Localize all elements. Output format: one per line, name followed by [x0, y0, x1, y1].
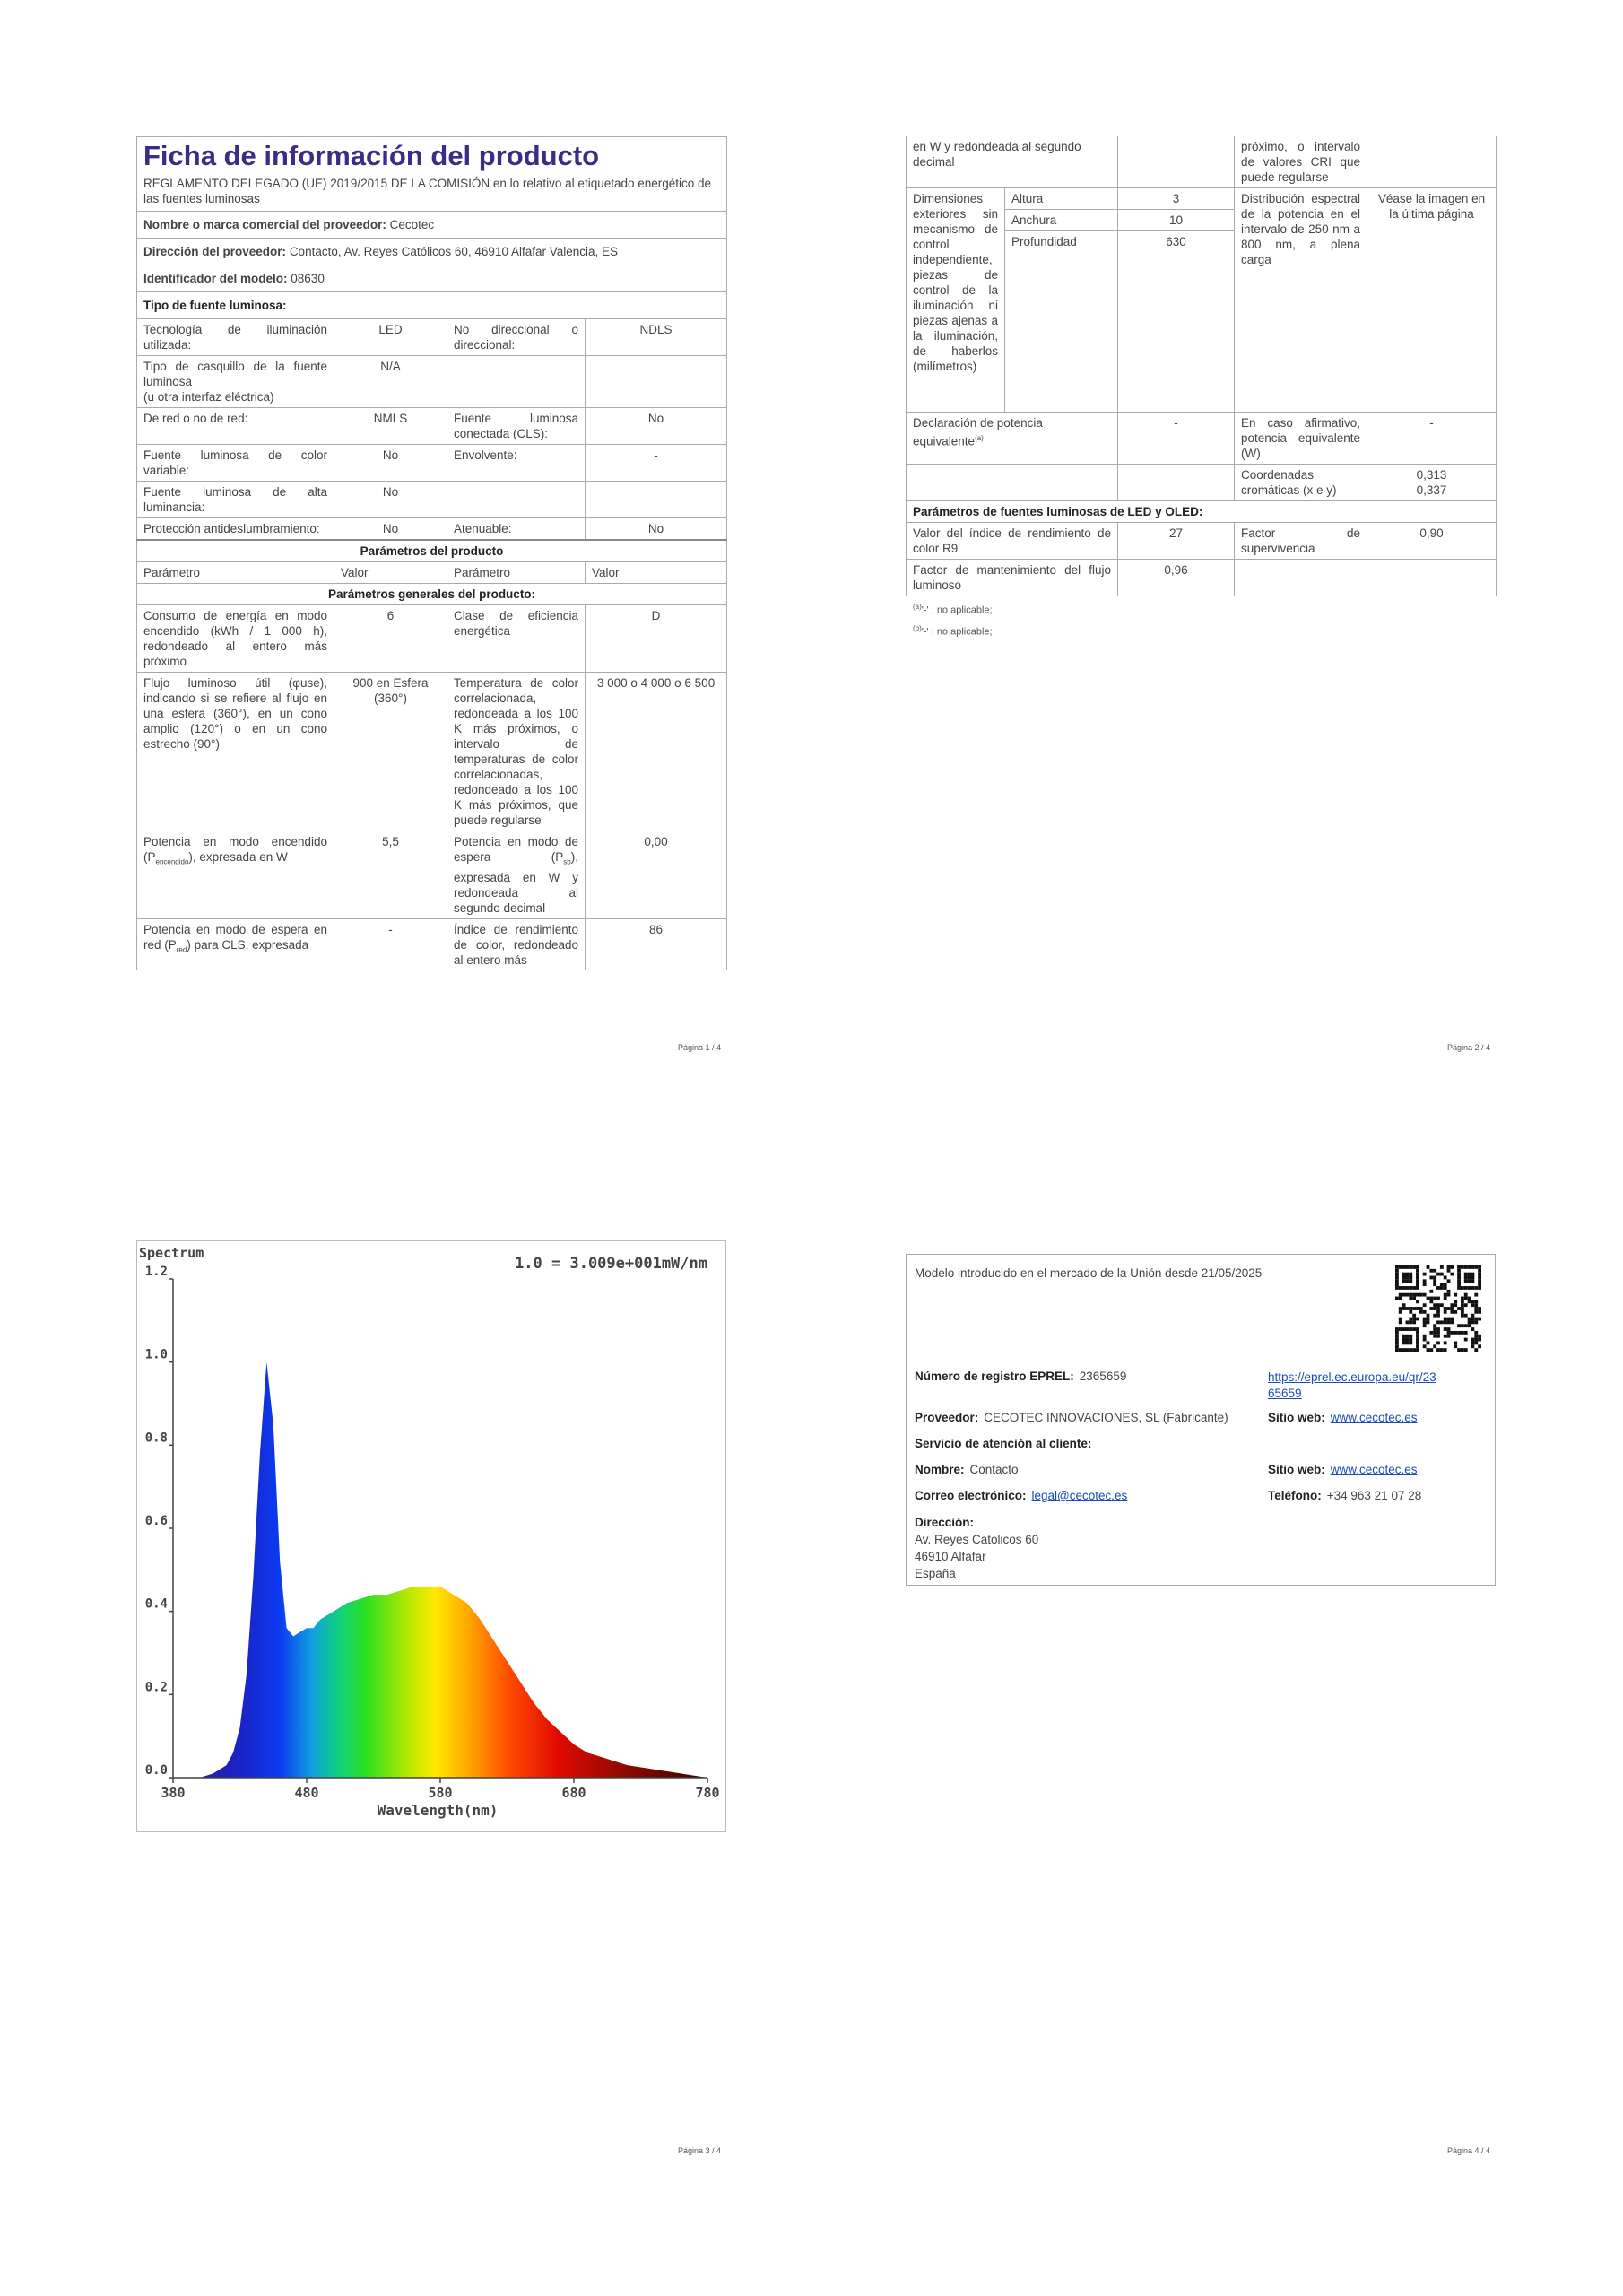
email-row: Correo electrónico: legal@cecotec.es	[915, 1489, 1128, 1502]
page-1	[136, 136, 726, 970]
qr-code-icon	[1395, 1265, 1481, 1352]
y-tick-label: 0.6	[144, 1514, 168, 1528]
table-row: Potencia en modo de espera en red $(P_{red})$ para CLS, expresada - Índice de rendimiento de color, redondeado al entero más 86	[137, 918, 727, 970]
plot-area	[145, 1265, 720, 1801]
table-row: Valor del índice de rendimiento de color R9 27 Factor de supervivencia 0,90	[907, 523, 1497, 560]
supplier-row: Nombre o marca comercial del proveedor: Cecotec	[137, 212, 727, 239]
spectrum-svg	[137, 1241, 725, 1831]
qr-code[interactable]	[1395, 1265, 1481, 1352]
x-tick-label: 780	[695, 1785, 720, 1801]
y-tick-label: 0.2	[144, 1680, 168, 1695]
page-title: Ficha de información del producto	[143, 140, 600, 171]
chart-title: Spectrum	[139, 1245, 204, 1261]
footnotes	[906, 598, 1496, 640]
footnote-a: $^{(a)}$'-' : no aplicable;	[913, 603, 993, 616]
address-row: Dirección del proveedor: Contacto, Av. Reyes Católicos 60, 46910 Alfafar Valencia, ES	[137, 239, 727, 265]
x-axis-label: Wavelength(nm)	[377, 1802, 499, 1819]
source-type-header: Tipo de fuente luminosa:	[137, 292, 727, 319]
address-block: Dirección: Av. Reyes Católicos 60 46910 Alfafar España	[915, 1516, 1039, 1580]
y-tick-label: 1.2	[144, 1265, 168, 1279]
page-number-2: Página 2 / 4	[1447, 1043, 1491, 1052]
table-row: Dimensiones exteriores sin mecanismo de control independiente, piezas de control de la iluminación ni piezas ajenas a la iluminación, de haberlos (milímetros) Altura 3 Distribución espectral de la potencia en el intervalo de 250 nm a 800 nm, a plena carga Véase la imagen en la última página	[907, 188, 1497, 210]
website-link[interactable]: www.cecotec.es	[1330, 1411, 1418, 1424]
table-row: Consumo de energía en modo encendido (kWh / 1 000 h), redondeado al entero más próximo 6 Clase de eficiencia energética D	[137, 605, 727, 673]
chart-annotation: 1.0 = 3.009e+001mW/nm	[515, 1255, 707, 1273]
table-row: en W y redondeada al segundo decimal próximo, o intervalo de valores CRI que puede regularse	[907, 136, 1497, 188]
y-tick-label: 0.8	[144, 1431, 168, 1446]
product-params-header: Parámetros del producto	[137, 540, 727, 562]
regulation-text: REGLAMENTO DELEGADO (UE) 2019/2015 DE LA COMISIÓN en lo relativo al etiquetado energético de las fuentes luminosas	[137, 173, 727, 212]
table-row: De red o no de red: NMLS Fuente luminosa conectada (CLS): No	[137, 408, 727, 445]
provider-row: Proveedor: CECOTEC INNOVACIONES, SL (Fabricante)	[915, 1411, 1228, 1424]
x-tick-label: 380	[161, 1785, 186, 1801]
page-number-3: Página 3 / 4	[678, 2146, 722, 2155]
market-date-text: Modelo introducido en el mercado de la Unión desde 21/05/2025	[915, 1266, 1263, 1280]
website-row: Sitio web: www.cecotec.es	[1268, 1411, 1418, 1424]
spectrum-chart	[136, 1240, 726, 1832]
page-number-1: Página 1 / 4	[678, 1043, 722, 1052]
table-row: Tecnología de iluminación utilizada: LED No direccional o direccional: NDLS	[137, 319, 727, 356]
phone-row: Teléfono: +34 963 21 07 28	[1268, 1489, 1422, 1502]
x-tick-label: 680	[561, 1785, 586, 1801]
spectrum-area	[173, 1362, 707, 1778]
table-row: Fuente luminosa de color variable: No Envolvente: -	[137, 445, 727, 482]
product-info-table-continued	[906, 136, 1497, 596]
eprel-info-card	[906, 1254, 1496, 1586]
x-tick-label: 480	[294, 1785, 319, 1801]
table-row: Tipo de casquillo de la fuente luminosa (u otra interfaz eléctrica) N/A	[137, 356, 727, 408]
table-row: Potencia en modo encendido $(P_{encendido})$, expresada en W 5,5 Potencia en modo de espera $(P_{sb})$, expresada en W y redondeada al segundo decimal 0,00	[137, 831, 727, 919]
y-tick-label: 1.0	[144, 1347, 168, 1362]
contact-name-row: Nombre: Contacto	[915, 1463, 1019, 1476]
eprel-number-row: Número de registro EPREL: 2365659	[915, 1370, 1127, 1383]
table-row: Anchura 10	[907, 210, 1497, 231]
website-link-2[interactable]: www.cecotec.es	[1330, 1463, 1418, 1476]
website-row-2: Sitio web: www.cecotec.es	[1268, 1463, 1418, 1476]
eprel-link[interactable]: https://eprel.ec.europa.eu/qr/23 65659	[1268, 1370, 1436, 1400]
table-row: Protección antideslumbramiento: No Atenuable: No	[137, 518, 727, 541]
y-tick-label: 0.4	[144, 1596, 168, 1612]
page-number-4: Página 4 / 4	[1447, 2146, 1491, 2155]
footnote-b: $^{(b)}$'-' : no aplicable;	[913, 623, 993, 638]
product-info-table	[136, 136, 727, 970]
table-row: Declaración de potencia equivalente$^{(a)}$ - En caso afirmativo, potencia equivalente (W) -	[907, 413, 1497, 465]
table-row: Flujo luminoso útil (φuse), indicando si se refiere al flujo en una esfera (360°), en un cono amplio (120°) o en un cono estrecho (90°) 900 en Esfera (360°) Temperatura de color correlacionada, redondeada a los 100 K más próximos, o intervalo de temperaturas de color correlacionadas, redondeado a los 100 K más próximos, que puede regularse 3 000 o 4 000 o 6 500	[137, 673, 727, 831]
table-row: Factor de mantenimiento del flujo luminoso 0,96	[907, 560, 1497, 596]
table-row: Profundidad 630	[907, 231, 1497, 413]
service-header: Servicio de atención al cliente:	[915, 1437, 1092, 1450]
table-row: Coordenadas cromáticas (x e y) 0,313 0,337	[907, 465, 1497, 501]
table-row: Fuente luminosa de alta luminancia: No	[137, 482, 727, 518]
led-params-header: Parámetros de fuentes luminosas de LED y OLED:	[907, 501, 1497, 523]
x-tick-label: 580	[428, 1785, 453, 1801]
email-link[interactable]: legal@cecotec.es	[1031, 1489, 1128, 1502]
model-row: Identificador del modelo: 08630	[137, 265, 727, 292]
page-2	[906, 136, 1496, 640]
general-params-header: Parámetros generales del producto:	[137, 584, 727, 605]
column-header-row: Parámetro Valor Parámetro Valor	[137, 562, 727, 584]
y-tick-label: 0.0	[144, 1763, 168, 1778]
